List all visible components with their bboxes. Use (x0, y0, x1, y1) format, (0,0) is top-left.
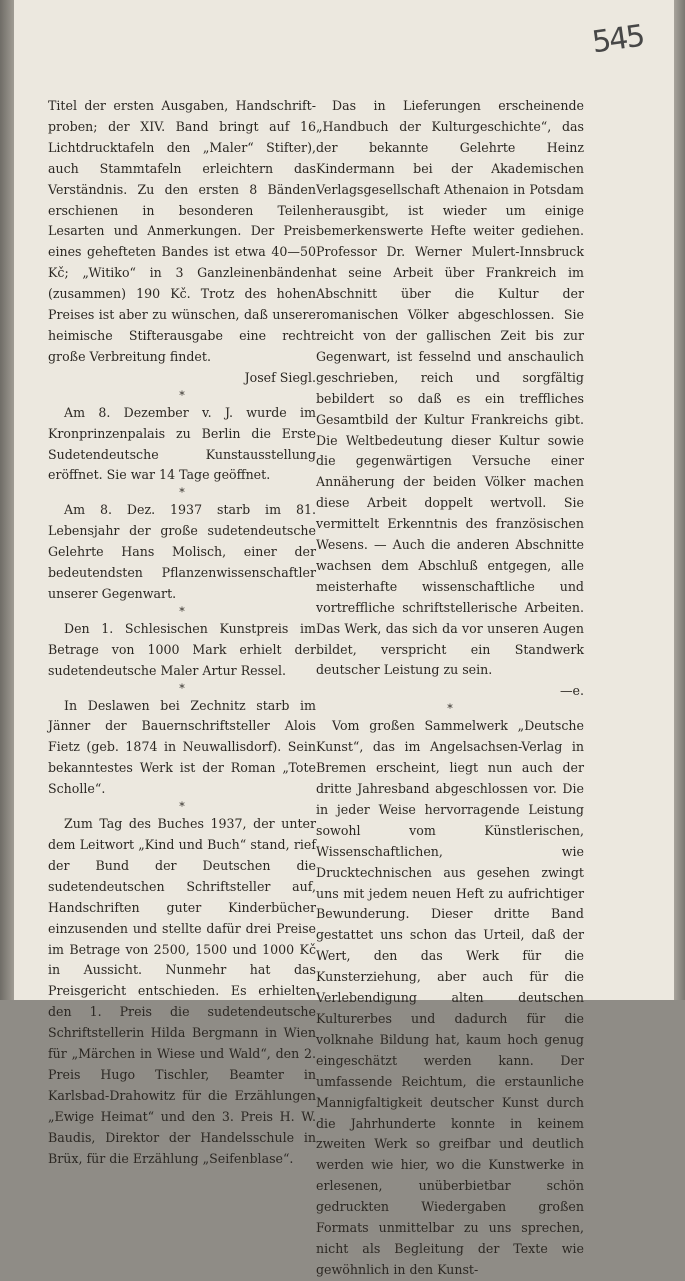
article-hans-molisch: Am 8. Dez. 1937 starb im 81. Lebensjahr der große sudetendeutsche Gelehrte Hans Molisch, einer der bedeutendsten Pflanzenwissenschaftler unserer Gegenwart. (48, 502, 316, 601)
article-deutsche-kunst: Vom großen Sammelwerk „Deutsche Kunst“, das im Angelsachsen-Verlag in Bremen erscheint, liegt nun auch der dritte Jahresband abgeschlossen vor. Die in jeder Weise hervorragende Leistung sowohl vom Künstlerischen, Wissenschaftlichen, wie Drucktechnischen aus gesehen zwingt uns mit jedem neuen Heft zu aufrichtiger Bewunderung. Dieser dritte Band gestattet uns schon das Urteil, daß der Wert, den das Werk für die Kunsterziehung, aber auch für die Verlebendigung alten deutschen Kulturerbes und dadurch für die volknahe Bildung hat, kaum hoch genug eingeschätzt werden kann. Der umfassende Reichtum, die erstaunliche Mannigfaltigkeit deutscher Kunst durch die Jahrhunderte konnte in keinem zweiten Werk so greifbar und deutlich werden wie hier, wo die Kunstwerke in erlesenen, unüberbietbar schön gedruckten Wiedergaben großen Formats unmittelbar zu uns sprechen, nicht als Begleitung der Texte wie gewöhnlich in den Kunst- (316, 718, 584, 1277)
separator-asterisk: * (179, 800, 185, 814)
separator-asterisk: * (179, 604, 185, 618)
article-text: Das in Lieferungen erscheinende „Handbuch der Kulturgeschichte“, das der bekannte Gelehrte Heinz Kindermann bei der Akademischen Verlagsgesellschaft Athenaion in Potsdam herausgibt, ist wieder um einige bemerkenswerte Hefte weiter gediehen. Professor Dr. Werner Mulert-Innsbruck hat seine Arbeit über Frankreich im Abschnitt über die Kultur der romanischen Völker abgeschlossen. Sie reicht von der gallischen Zeit bis zur Gegenwart, ist fesselnd und anschaulich geschrieben, reich und sorgfältig bebildert so daß es ein treffliches Gesamtbild der Kultur Frankreichs gibt. Die Weltbedeutung dieser Kultur sowie die gegenwärtigen Versuche einer Annäherung der beiden Völker machen diese Arbeit doppelt wertvoll. Sie vermittelt Erkenntnis des französischen Wesens. — Auch die anderen Abschnitte wachsen dem Abschluß entgegen, alle meisterhafte wissenschaftliche und vortreffliche schriftstellerische Arbeiten. Das Werk, das sich da vor unseren Augen bildet, verspricht ein Standwerk deutscher Leistung zu sein. (316, 98, 584, 678)
separator-asterisk: * (447, 702, 453, 716)
article-berlin-exhibition: Am 8. Dezember v. J. wurde im Kronprinzenpalais zu Berlin die Erste Sudetendeutsche Kunstausstellung eröffnet. Sie war 14 Tage geöffnet. (48, 404, 316, 483)
article-handbook-cultural-history (316, 96, 584, 702)
separator-asterisk: * (179, 388, 185, 402)
author-signature: Josef Siegl. (244, 369, 316, 385)
handwritten-page-number: 545 (589, 18, 646, 61)
book-binding-shadow (0, 0, 14, 1000)
separator-asterisk: * (179, 681, 185, 695)
article-day-of-the-book: Zum Tag des Buches 1937, der unter dem Leitwort „Kind und Buch“ stand, rief der Bund der Deutschen die sudetendeutschen Schriftsteller auf, Handschriften guter Kinderbücher einzusenden und stellte dafür drei Preise im Betrage von 2500, 1500 und 1000 Kč in Aussicht. Nunmehr hat das Preisgericht entschieden. Es erhielten den 1. Preis die sudetendeutsche Schriftstellerin Hilda Bergmann in Wien für „Märchen in Wiese und Wald“, den 2. Preis Hugo Tischler, Beamter in Karlsbad-Drahowitz für die Erzählungen „Ewige Heimat“ und den 3. Preis H. W. Baudis, Direktor der Handelsschule in Brüx, für die Erzählung „Seifenblase“. (48, 816, 316, 1166)
page-edge-shadow (674, 0, 685, 1000)
separator-asterisk: * (179, 486, 185, 500)
left-column (48, 96, 316, 1170)
author-signature: —e. (559, 683, 584, 699)
article-silesian-art-prize: Den 1. Schlesischen Kunstpreis im Betrage von 1000 Mark erhielt der sudetendeutsche Maler Artur Ressel. (48, 620, 316, 678)
article-stifter-edition: Titel der ersten Ausgaben, Handschrift-proben; der XIV. Band bringt auf 16 Lichtdrucktafeln den „Maler“ Stifter), auch Stammtafeln erleichtern das Verständnis. Zu den ersten 8 Bänden erschienen in besonderen Teilen Lesarten und Anmerkungen. Der Preis eines gehefteten Bandes ist etwa 40—50 Kč; „Witiko“ in 3 Ganzleinenbänden (zusammen) 190 Kč. Trotz des hohen Preises ist aber zu wünschen, daß unsere heimische Stifterausgabe eine recht große Verbreitung findet. (48, 98, 316, 364)
article-alois-fietz: In Deslawen bei Zechnitz starb im Jänner der Bauernschriftsteller Alois Fietz (geb. 1874 in Neuwallisdorf). Sein bekanntestes Werk ist der Roman „Tote Scholle“. (48, 697, 316, 797)
right-column (316, 96, 584, 1281)
